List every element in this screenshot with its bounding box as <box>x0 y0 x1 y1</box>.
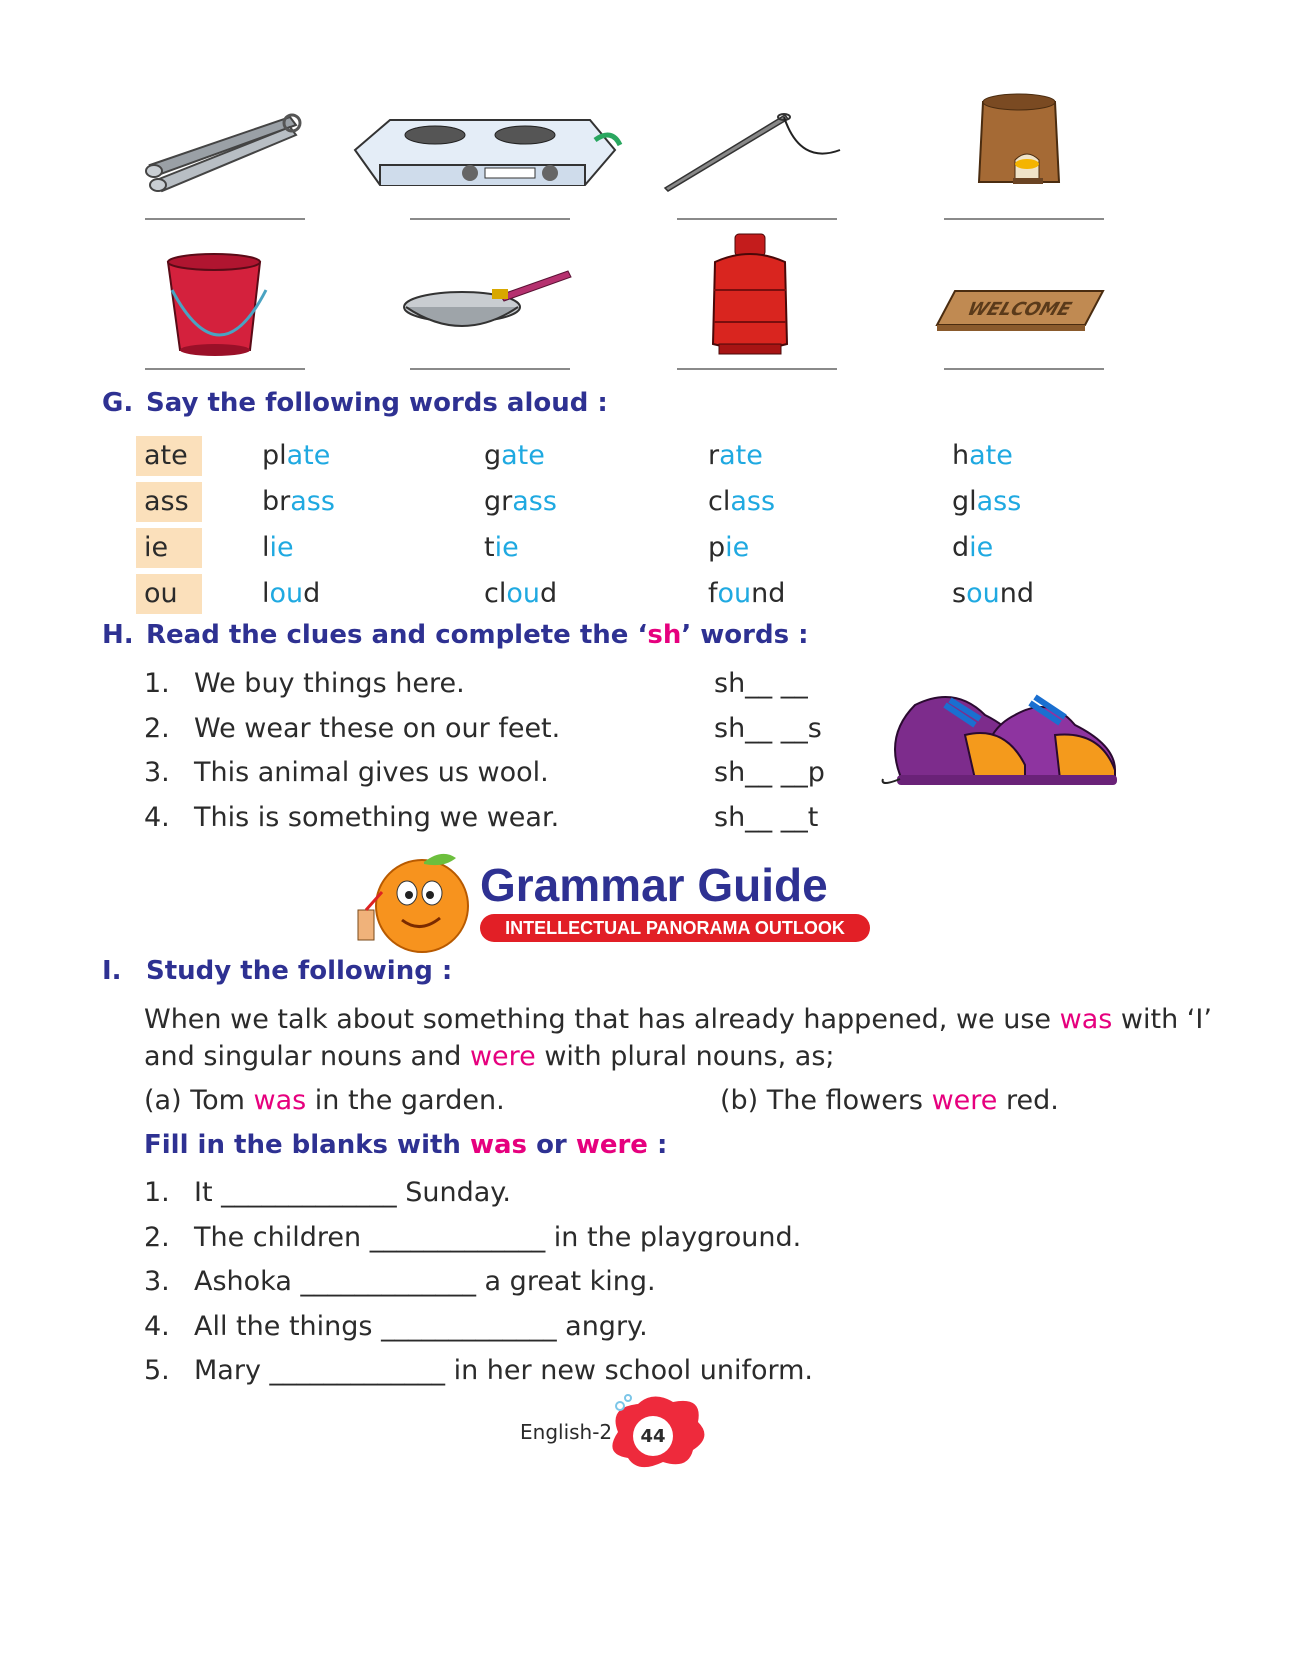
section-h-title-b: ’ words : <box>681 620 809 650</box>
word-part: br <box>262 486 291 517</box>
answer-line-chulha[interactable] <box>944 218 1104 220</box>
word-part: gr <box>484 486 513 517</box>
answer-blank[interactable]: _____________ <box>381 1310 557 1342</box>
example-text: (b) The flowers <box>720 1085 932 1116</box>
item-number: 4. <box>144 1310 170 1342</box>
clue-text: We buy things here. <box>194 668 465 699</box>
example-text: (a) Tom <box>144 1085 254 1116</box>
word-ending-part: ie <box>969 532 994 563</box>
fill-heading-text: Fill in the blanks with <box>144 1130 470 1160</box>
word-part: f <box>708 578 718 609</box>
word-gate <box>484 440 545 471</box>
banner-subtitle: INTELLECTUAL PANORAMA OUTLOOK <box>480 914 870 942</box>
sentence-end: Sunday. <box>396 1177 511 1208</box>
sentence-end: a great king. <box>475 1266 656 1297</box>
word-ending-part: ie <box>725 532 750 563</box>
word-ending-part: ass <box>290 486 335 517</box>
ending-label: ass <box>144 486 189 517</box>
ending-chip-ate <box>136 436 202 476</box>
sentence-start: Mary <box>194 1355 270 1386</box>
word-part: t <box>484 532 495 563</box>
sh-clue-item <box>144 668 465 699</box>
word-ending-part: ate <box>286 440 331 471</box>
word-part: l <box>262 578 270 609</box>
section-h-title-sh: sh <box>647 620 682 650</box>
keyword-were: were <box>575 1130 648 1160</box>
item-number: 2. <box>144 1221 170 1253</box>
section-g-title: Say the following words aloud : <box>146 388 608 418</box>
word-part: g <box>484 440 502 471</box>
item-number: 3. <box>144 757 170 788</box>
gas-cylinder-picture <box>705 232 795 357</box>
answer-line-gas-cylinder[interactable] <box>677 368 837 370</box>
explanation-line-2 <box>144 1041 834 1072</box>
word-found <box>708 578 785 609</box>
sh-clue-item <box>144 713 560 744</box>
word-class <box>708 486 775 517</box>
item-number: 3. <box>144 1266 170 1297</box>
bucket-picture <box>160 250 280 360</box>
clue-text: This is something we wear. <box>194 801 560 833</box>
word-part: p <box>708 532 726 563</box>
answer-line-tongs[interactable] <box>145 218 305 220</box>
fill-heading-text: or <box>527 1130 576 1160</box>
word-part: gl <box>952 486 977 517</box>
word-part: d <box>952 532 970 563</box>
banner-title: Grammar Guide <box>480 859 828 911</box>
word-ending-part: ou <box>269 578 304 609</box>
sh-answer-blank[interactable]: sh__ __s <box>714 712 822 744</box>
word-loud <box>262 578 320 609</box>
word-ending-part: ie <box>494 532 519 563</box>
item-number: 4. <box>144 801 170 833</box>
answer-line-gas-stove[interactable] <box>410 218 570 220</box>
fill-blank-item <box>144 1355 813 1386</box>
doormat-text: WELCOME <box>964 299 1075 320</box>
word-part: d <box>303 578 321 609</box>
sh-answer-blank[interactable]: sh__ __t <box>714 801 819 833</box>
word-pie <box>708 532 749 563</box>
answer-blank[interactable]: _____________ <box>369 1221 546 1253</box>
word-tie <box>484 532 519 563</box>
footer-book-label: English-2 <box>520 1420 613 1444</box>
ending-label: ou <box>144 578 178 609</box>
fill-blank-item <box>144 1266 656 1297</box>
word-hate <box>952 440 1013 471</box>
word-ending-part: ass <box>976 486 1022 517</box>
word-part: nd <box>751 578 786 609</box>
needle-picture <box>660 105 845 195</box>
section-h-title-a: Read the clues and complete the ‘ <box>146 620 648 650</box>
clue-text: This animal gives us wool. <box>194 757 549 788</box>
word-grass <box>484 486 557 517</box>
sh-answer-blank[interactable]: sh__ __p <box>714 757 825 788</box>
word-die <box>952 532 993 563</box>
sh-clue-item <box>144 802 559 833</box>
sentence-end: angry. <box>556 1310 648 1342</box>
word-ending-part: ou <box>506 578 540 609</box>
keyword-were: were <box>469 1041 536 1072</box>
section-i-letter: I. <box>102 956 122 986</box>
sentence-start: The children <box>194 1221 370 1253</box>
ending-chip-ie <box>136 528 202 568</box>
example-b <box>720 1085 1059 1116</box>
fill-blanks-heading <box>144 1130 667 1160</box>
ending-label: ate <box>144 440 188 471</box>
keyword-was: was <box>469 1130 528 1160</box>
ending-label: ie <box>144 532 169 563</box>
fill-blank-item <box>144 1222 801 1253</box>
explanation-text: When we talk about something that has already happened, we use <box>144 1004 1060 1035</box>
fill-heading-text: : <box>647 1130 668 1160</box>
word-ending-part: ou <box>966 578 1000 609</box>
word-part: r <box>708 440 720 471</box>
word-part: pl <box>262 440 287 471</box>
section-h-letter: H. <box>102 620 134 650</box>
word-glass <box>952 486 1021 517</box>
explanation-text: with ‘I’ <box>1112 1004 1212 1035</box>
answer-blank[interactable]: _____________ <box>221 1177 397 1208</box>
section-g-heading <box>102 388 608 418</box>
item-number: 2. <box>144 712 170 744</box>
word-ending-part: ate <box>719 440 763 471</box>
word-part: h <box>952 440 970 471</box>
example-text: red. <box>997 1085 1059 1116</box>
section-i-title: Study the following : <box>146 956 453 986</box>
answer-line-needle[interactable] <box>677 218 837 220</box>
chulha-picture <box>975 92 1070 202</box>
sh-answer-blank[interactable]: sh__ __ <box>714 668 808 699</box>
section-h-heading <box>102 620 809 650</box>
tongs-picture <box>140 105 305 195</box>
sh-clue-item <box>144 757 549 788</box>
fill-blank-item <box>144 1177 511 1208</box>
keyword-was: was <box>1059 1004 1113 1035</box>
word-part: l <box>262 532 270 563</box>
keyword-was: was <box>253 1085 307 1116</box>
keyword-were: were <box>931 1085 998 1116</box>
sentence-start: Ashoka <box>194 1266 301 1297</box>
answer-blank[interactable]: _____________ <box>269 1355 446 1386</box>
doormat-picture <box>935 285 1105 335</box>
word-brass <box>262 486 335 517</box>
ending-chip-ass <box>136 482 202 522</box>
explanation-line-1 <box>144 1004 1212 1035</box>
example-text: in the garden. <box>306 1085 505 1116</box>
word-part: s <box>952 578 967 609</box>
answer-line-doormat[interactable] <box>944 368 1104 370</box>
word-part: nd <box>999 578 1034 609</box>
answer-blank[interactable]: _____________ <box>300 1266 476 1297</box>
gas-stove-picture <box>350 110 630 195</box>
answer-line-bucket[interactable] <box>145 368 305 370</box>
word-ending-part: ass <box>512 486 557 517</box>
shoes-picture <box>875 675 1125 795</box>
page-number: 44 <box>640 1426 666 1447</box>
word-ending-part: ate <box>501 440 545 471</box>
orange-mascot-picture <box>352 848 477 958</box>
clue-text: We wear these on our feet. <box>194 712 561 744</box>
explanation-text: and singular nouns and <box>144 1041 470 1072</box>
word-ending-part: ie <box>269 532 294 563</box>
word-ending-part: ou <box>717 578 752 609</box>
section-i-heading <box>102 956 452 986</box>
word-lie <box>262 532 294 563</box>
word-sound <box>952 578 1034 609</box>
sentence-start: It <box>194 1177 222 1208</box>
fill-blank-item <box>144 1311 648 1342</box>
word-ending-part: ass <box>730 486 776 517</box>
frying-pan-picture <box>400 265 575 335</box>
ending-chip-ou <box>136 574 202 614</box>
item-number: 1. <box>144 1177 170 1208</box>
word-ending-part: ate <box>969 440 1013 471</box>
sentence-end: in her new school uniform. <box>445 1355 813 1386</box>
section-g-letter: G. <box>102 388 134 418</box>
answer-line-frying-pan[interactable] <box>410 368 570 370</box>
item-number: 1. <box>144 668 170 699</box>
explanation-text: with plural nouns, as; <box>535 1041 835 1072</box>
word-rate <box>708 440 763 471</box>
word-plate <box>262 440 330 471</box>
sentence-start: All the things <box>194 1310 382 1342</box>
sentence-end: in the playground. <box>545 1221 802 1253</box>
word-part: cl <box>484 578 507 609</box>
word-cloud <box>484 578 557 609</box>
word-part: d <box>540 578 558 609</box>
item-number: 5. <box>144 1355 170 1386</box>
example-a <box>144 1085 505 1116</box>
word-part: cl <box>708 486 731 517</box>
